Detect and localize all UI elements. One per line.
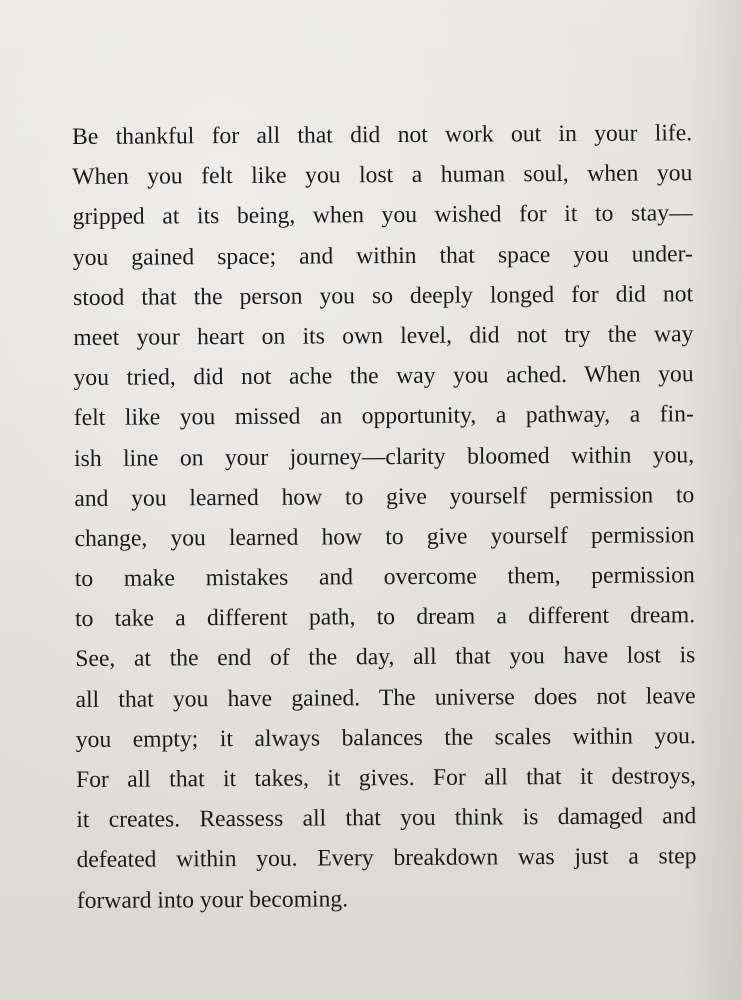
passage-line: forward into your becoming. bbox=[76, 885, 349, 914]
passage-line: you empty; it always balances the scales within you. bbox=[75, 723, 696, 753]
passage-line: ish line on your journey—clarity bloomed within you, bbox=[74, 441, 695, 472]
passage-line: defeated within you. Every breakdown was just a step bbox=[76, 843, 697, 874]
passage-line: and you learned how to give yourself permission to bbox=[74, 481, 695, 512]
passage-line: you gained space; and within that space you under- bbox=[72, 240, 693, 271]
passage-line: felt like you missed an opportunity, a pathway, a fin- bbox=[73, 401, 694, 432]
passage-text bbox=[72, 113, 697, 921]
passage-line: you tried, did not ache the way you ached. When you bbox=[73, 361, 694, 392]
passage-line: gripped at its being, when you wished for it to stay— bbox=[72, 200, 693, 231]
passage-line: change, you learned how to give yourself permission bbox=[74, 522, 695, 552]
passage-line: For all that it takes, it gives. For all that it destroys, bbox=[75, 763, 697, 793]
passage-line: stood that the person you so deeply longed for did not bbox=[73, 280, 694, 311]
passage-line: meet your heart on its own level, did not try the way bbox=[73, 321, 694, 351]
passage-line: See, at the end of the day, all that you have lost is bbox=[75, 642, 696, 673]
passage-line: Be thankful for all that did not work out in your life. bbox=[72, 120, 693, 150]
passage-line: to make mistakes and overcome them, permission bbox=[74, 562, 695, 593]
passage-line: to take a different path, to dream a different dream. bbox=[74, 602, 696, 633]
passage-line: all that you have gained. The universe does not leave bbox=[75, 682, 696, 713]
passage-line: When you felt like you lost a human soul, when you bbox=[72, 160, 693, 191]
passage-line: it creates. Reassess all that you think is damaged and bbox=[76, 803, 697, 834]
